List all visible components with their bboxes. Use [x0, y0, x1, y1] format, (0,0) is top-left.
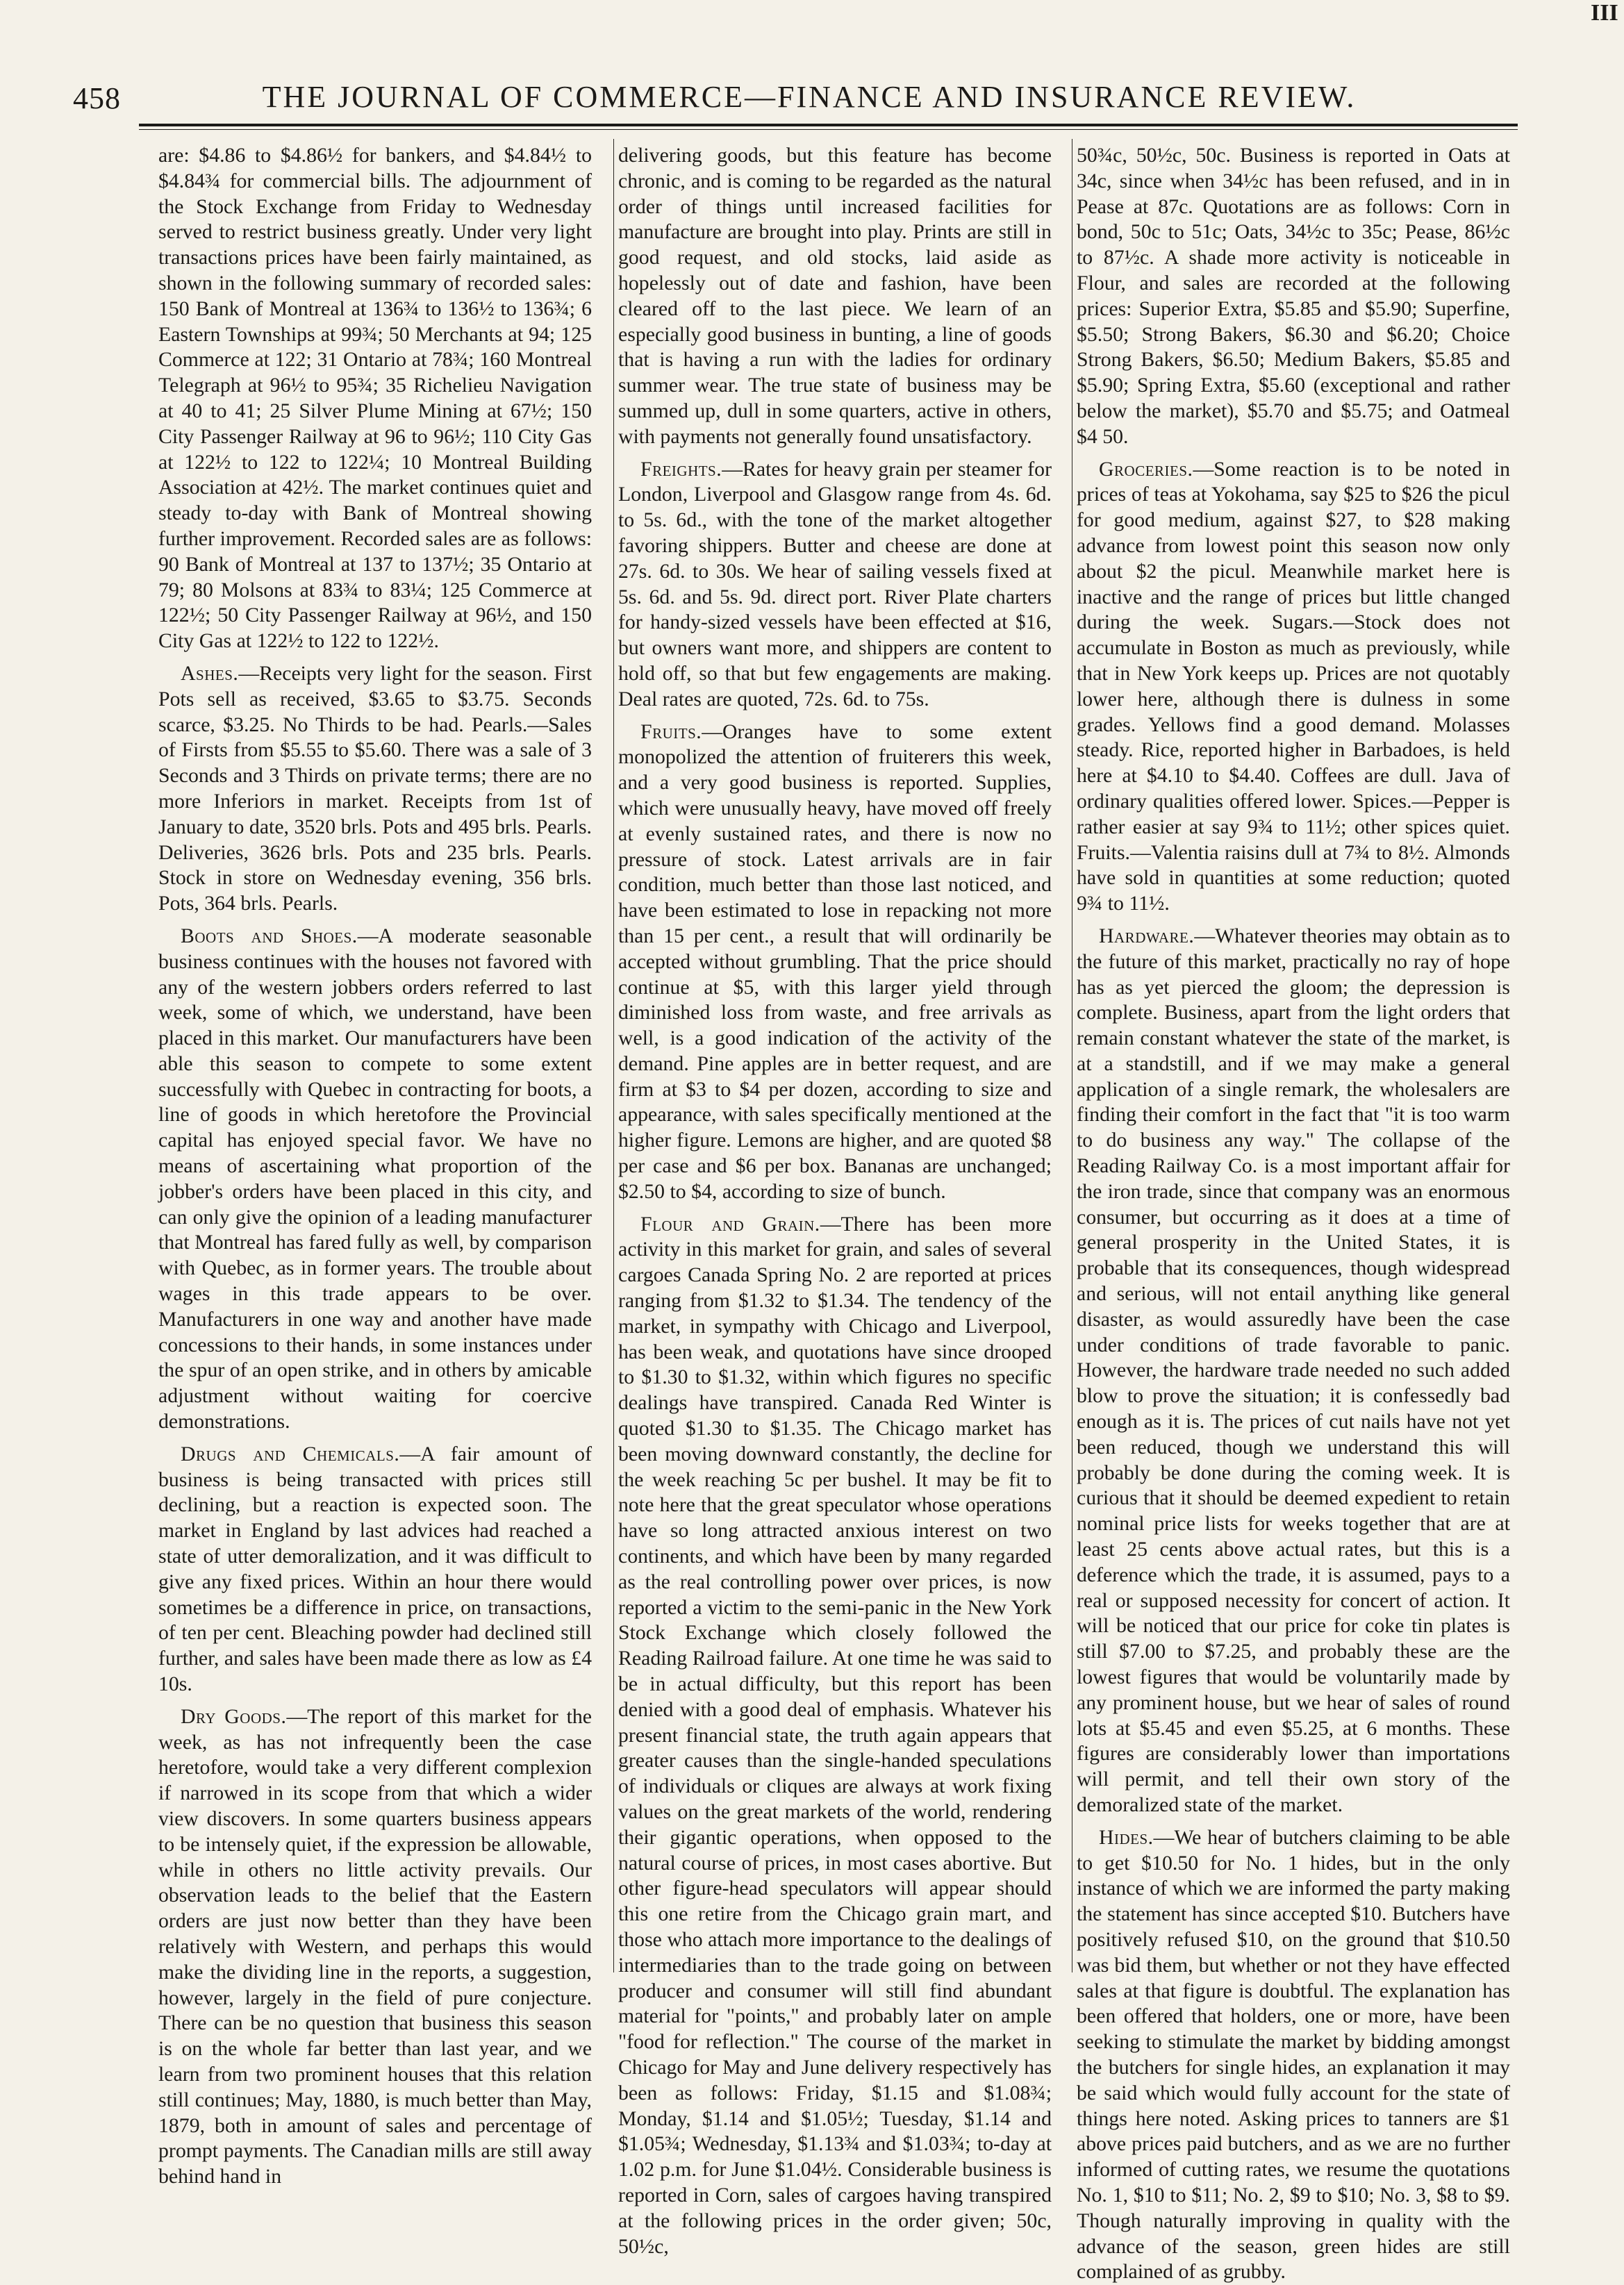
column-3: [1077, 143, 1510, 2284]
column-divider-1: [613, 139, 614, 1972]
paragraph-boots-and-shoes: Boots and Shoes.—A moderate seasonable business continues with the houses not favored with any of the western jobbers orders referred to last week, some of which, we understand, have been placed in this market. Our manufacturers have been able this season to compete to some extent successfully with Quebec in contracting for boots, a line of goods in which heretofore the Provincial capital has enjoyed special favor. We have no means of ascertaining what proportion of the jobber's orders have been placed in this city, and can only give the opinion of a leading manufacturer that Montreal has fared fully as well, by comparison with Quebec, as in former years. The trouble about wages in this trade appears to be over. Manufacturers in one way and another have made concessions to their hands, in some instances under the spur of an open strike, and in others by amicable adjustment without waiting for coercive demonstrations.: [158, 924, 592, 1434]
paragraph-hardware: Hardware.—Whatever theories may obtain as to the future of this market, practically no ray of hope has as yet pierced the gloom; the depression is complete. Business, apart from the light orders that remain constant whatever the state of the market, is at a standstill, and if we may make a general application of a single remark, the wholesalers are finding their comfort in the fact that "it is too warm to do business any way." The collapse of the Reading Railway Co. is a most important affair for the iron trade, since that company was an enormous consumer, but occurring as it does at a time of general prosperity in the United States, it is probable that its consequences, though widespread and serious, will not entail anything like general disaster, as would assuredly have been the case under conditions of trade favorable to panic. However, the hardware trade needed no such added blow to prove the situation; it is confessedly bad enough as it is. The prices of cut nails have not yet been reduced, though we understand this will probably be done during the coming week. It is curious that it should be deemed expedient to retain nominal price lists for weeks together that are at least 25 cents above actual rates, but this is a deference which the trade, it is assumed, pays to a real or supposed necessity for concert of action. It will be noticed that our price for coke tin plates is still $7.00 to $7.25, and probably these are the lowest figures that would be voluntarily made by any prominent house, but we hear of sales of round lots at $5.45 and even $5.25, at 6 months. These figures are considerably lower than importations will permit, and tell their own story of the demoralized state of the market.: [1077, 924, 1510, 1816]
section-heading: Ashes.: [181, 661, 239, 685]
paragraph-dry-goods: Dry Goods.—The report of this market for the week, as has not infrequently been the case heretofore, would take a very different complexion if narrowed in its scope from that which a wider view discovers. In some quarters business appears to be intensely quiet, if the expression be allowable, while in others no little activity prevails. Our observation leads to the belief that the Eastern orders are just now better than they have been relatively with Western, and perhaps this would make the dividing line in the reports, a suggestion, however, largely in the field of pure conjecture. There can be no question that business this season is on the whole far better than last year, and we learn from two prominent houses that this relation still continues; May, 1880, is much better than May, 1879, both in amount of sales and percentage of prompt payments. The Canadian mills are still away behind hand in: [158, 1704, 592, 2188]
paragraph-ashes: Ashes.—Receipts very light for the season. First Pots sell as received, $3.65 to $3.75. Seconds scarce, $3.25. No Thirds to be had. Pearls.—Sales of Firsts from $5.55 to $5.60. There was a sale of 3 Seconds and 3 Thirds on private terms; there are no more Inferiors in market. Receipts from 1st of January to date, 3520 brls. Pots and 495 brls. Pearls. Deliveries, 3626 brls. Pots and 235 brls. Pearls. Stock in store on Wednesday evening, 356 brls. Pots, 364 brls. Pearls.: [158, 661, 592, 915]
section-heading: Flour and Grain.: [640, 1212, 820, 1236]
page-header: [73, 75, 1546, 117]
paragraph: delivering goods, but this feature has become chronic, and is coming to be regarded as the natural order of things until increased facilities for manufacture are brought into play. Prints are still in good request, and old stocks, laid aside as hopelessly out of date and fashion, have been cleared off to the last piece. We learn of an especially good business in bunting, a line of goods that is having a run with the ladies for ordinary summer wear. The true state of business may be summed up, dull in some quarters, active in others, with payments not generally found unsatisfactory.: [618, 144, 1052, 448]
section-heading: Hides.: [1099, 1825, 1154, 1849]
column-2: [618, 143, 1052, 2258]
paragraph-drugs-and-chemicals: Drugs and Chemicals.—A fair amount of business is being transacted with prices still declining, but a reaction is expected soon. The market in England by last advices had reached a state of utter demoralization, and it was difficult to give any fixed prices. Within an hour there would sometimes be a difference in price, on transactions, of ten per cent. Bleaching powder had declined still further, and sales have been made there as low as £4 10s.: [158, 1442, 592, 1696]
header-rule-thin: [139, 129, 1518, 130]
paragraph-flour-and-grain: Flour and Grain.—There has been more activity in this market for grain, and sales of several cargoes Canada Spring No. 2 are reported at prices ranging from $1.32 to $1.34. The tendency of the market, in sympathy with Chicago and Liverpool, has been weak, and quotations have since drooped to $1.30 to $1.32, within which figures no specific dealings have transpired. Canada Red Winter is quoted $1.30 to $1.35. The Chicago market has been moving downward constantly, the decline for the week reaching 5c per bushel. It may be fit to note here that the great speculator whose operations have so long attracted anxious interest on two continents, and which have been by many regarded as the real controlling power over prices, is now reported a victim to the semi-panic in the New York Stock Exchange which closely followed the Reading Railroad failure. At one time he was said to be in actual difficulty, but this report has been denied with a good deal of emphasis. Whatever his present financial state, the truth again appears that greater causes than the single-handed speculations of individuals or cliques are always at work fixing values on the great markets of the world, rendering their gigantic operations, when opposed to the natural course of prices, in most cases abortive. But other figure-head speculators will appear should this one retire from the Chicago grain mart, and those who attach more importance to the dealings of intermediaries than to the trade going on between producer and consumer will still find abundant material for "points," and probably later on ample "food for reflection." The course of the market in Chicago for May and June delivery respectively has been as follows: Friday, $1.15 and $1.08¾; Monday, $1.14 and $1.05½; Tuesday, $1.14 and $1.05¾; Wednesday, $1.13¾ and $1.03¾; to-day at 1.02 p.m. for June $1.04½. Considerable business is reported in Corn, sales of cargoes having transpired at the following prices in the order given; 50c, 50½c,: [618, 1212, 1052, 2258]
paragraph: 50¾c, 50½c, 50c. Business is reported in Oats at 34c, since when 34½c has been refused, and in in Pease at 87c. Quotations are as follows: Corn in bond, 50c to 51c; Oats, 34½c to 35c; Pease, 86½c to 87½c. A shade more activity is noticeable in Flour, and sales are recorded at the following prices: Superior Extra, $5.85 and $5.90; Superfine, $5.50; Strong Bakers, $6.30 and $6.20; Choice Strong Bakers, $6.50; Medium Bakers, $5.85 and $5.90; Spring Extra, $5.60 (exceptional and rather below the market), $5.70 and $5.75; and Oatmeal $4 50.: [1077, 144, 1510, 448]
running-title: THE JOURNAL OF COMMERCE—FINANCE AND INSURANCE REVIEW.: [262, 80, 1357, 114]
paragraph-fruits: Fruits.—Oranges have to some extent monopolized the attention of fruiterers this week, and a very good business is reported. Supplies, which were unusually heavy, have moved off freely at evenly sustained rates, and there is now no pressure of stock. Latest arrivals are in fair condition, much better than those last noticed, and have been estimated to lose in repacking not more than 15 per cent., a result that will ordinarily be accepted without grumbling. That the price should continue at $5, with this larger yield through diminished loss from waste, and free arrivals as well, is a good indication of the activity of the demand. Pine apples are in better request, and are firm at $3 to $4 per dozen, according to size and appearance, with sales specifically mentioned at the higher figure. Lemons are higher, and are quoted $8 per case and $6 per box. Bananas are unchanged; $2.50 to $4, according to size of bunch.: [618, 720, 1052, 1203]
page-number: 458: [73, 81, 121, 115]
section-heading: Groceries.: [1099, 457, 1193, 481]
paragraph-freights: Freights.—Rates for heavy grain per steamer for London, Liverpool and Glasgow range from 4s. 6d. to 5s. 6d., with the tone of the market altogether favoring shippers. Butter and cheese are done at 27s. 6d. to 30s. We hear of sailing vessels fixed at 5s. 6d. and 5s. 9d. direct port. River Plate charters for handy-sized vessels have been effected at $16, but owners want more, and shippers are content to hold off, so that but few engagements are making. Deal rates are quoted, 72s. 6d. to 75s.: [618, 457, 1052, 711]
section-heading: Fruits.: [640, 720, 702, 743]
section-heading: Dry Goods.: [181, 1704, 287, 1728]
paragraph-hides: Hides.—We hear of butchers claiming to be able to get $10.50 for No. 1 hides, but in the only instance of which we are informed the party making the statement has since accepted $10. Butchers have positively refused $10, on the ground that $10.50 was bid them, but whether or not they have effected sales at that figure is doubtful. The explanation has been offered that holders, one or more, have been seeking to stimulate the market by bidding amongst the butchers for single hides, an explanation it may be said which would fully account for the state of things here noted. Asking prices to tanners are $1 above prices paid butchers, and as we are no further informed of cutting rates, we resume the quotations No. 1, $10 to $11; No. 2, $9 to $10; No. 3, $8 to $9. Though naturally improving in quality with the advance of the season, green hides are still complained of as grubby.: [1077, 1825, 1510, 2284]
section-heading: Boots and Shoes.: [181, 924, 358, 947]
paragraph: are: $4.86 to $4.86½ for bankers, and $4.84½ to $4.84¾ for commercial bills. The adjournment of the Stock Exchange from Friday to Wednesday served to restrict business greatly. Under very light transactions prices have been fairly maintained, as shown in the following summary of recorded sales: 150 Bank of Montreal at 136¾ to 136½ to 136¾; 6 Eastern Townships at 99¾; 50 Merchants at 94; 125 Commerce at 122; 31 Ontario at 78¾; 160 Montreal Telegraph at 96½ to 95¾; 35 Richelieu Navigation at 40 to 41; 25 Silver Plume Mining at 67½; 150 City Passenger Railway at 96 to 96½; 110 City Gas at 122½ to 122 to 122¼; 10 Montreal Building Association at 42½. The market continues quiet and steady to-day with Bank of Montreal showing further improvement. Recorded sales are as follows: 90 Bank of Montreal at 137 to 137½; 35 Ontario at 79; 80 Molsons at 83¾ to 83¼; 125 Commerce at 122½; 50 City Passenger Railway at 96½, and 150 City Gas at 122½ to 122 to 122½.: [158, 144, 592, 653]
section-heading: Drugs and Chemicals.: [181, 1442, 400, 1465]
section-heading: Hardware.: [1099, 924, 1195, 947]
section-heading: Freights.: [640, 457, 722, 481]
column-1: [158, 143, 592, 2188]
paragraph-groceries: Groceries.—Some reaction is to be noted in prices of teas at Yokohama, say $25 to $26 the picul for good medium, against $27, to $28 making advance from lowest point this season now only about $2 the picul. Meanwhile market here is inactive and the range of prices but little changed during the week. Sugars.—Stock does not accumulate in Boston as much as previously, while that in New York keeps up. Prices are not quotably lower here, although there is dulness in some grades. Yellows find a good demand. Molasses steady. Rice, reported higher in Barbadoes, is held here at $4.10 to $4.40. Coffees are dull. Java of ordinary qualities offered lower. Spices.—Pepper is rather easier at say 9¾ to 11½; other spices quiet. Fruits.—Valentia raisins dull at 7¾ to 8½. Almonds have sold in quantities at some reduction; quoted 9¾ to 11½.: [1077, 457, 1510, 915]
header-rule-thick: [139, 124, 1518, 126]
corner-mark: III: [1591, 0, 1618, 26]
